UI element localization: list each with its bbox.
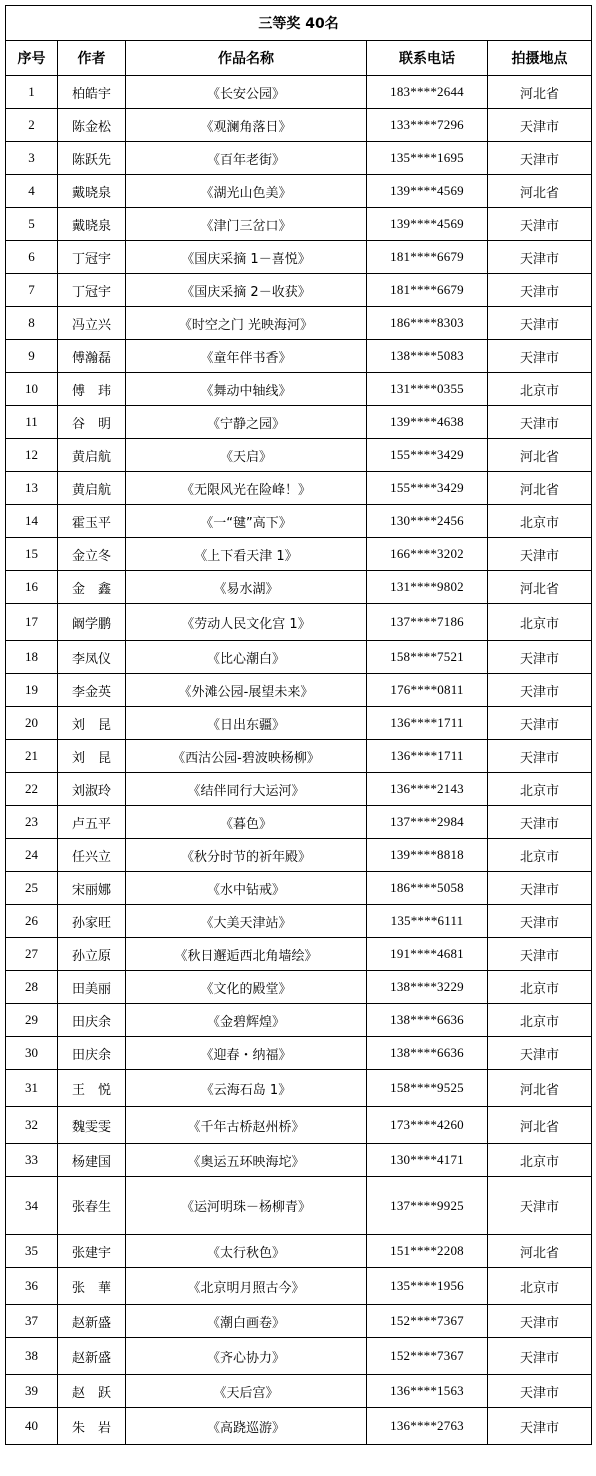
row-number: 7 [6, 274, 58, 307]
author-name: 戴晓泉 [58, 208, 126, 241]
shooting-location: 天津市 [488, 674, 592, 707]
shooting-location: 天津市 [488, 1338, 592, 1375]
phone-number: 155****3429 [367, 472, 488, 505]
author-name: 陈金松 [58, 109, 126, 142]
phone-number: 186****5058 [367, 872, 488, 905]
work-title: 《大美天津站》 [126, 905, 367, 938]
row-number: 34 [6, 1177, 58, 1235]
table-row [6, 971, 592, 1004]
shooting-location: 天津市 [488, 707, 592, 740]
row-number: 23 [6, 806, 58, 839]
table-row [6, 641, 592, 674]
table-row [6, 1177, 592, 1235]
phone-number: 130****2456 [367, 505, 488, 538]
row-number: 19 [6, 674, 58, 707]
row-number: 15 [6, 538, 58, 571]
work-title: 《日出东疆》 [126, 707, 367, 740]
table-row [6, 505, 592, 538]
author-name: 张建宇 [58, 1235, 126, 1268]
author-name: 赵 跃 [58, 1375, 126, 1408]
phone-number: 181****6679 [367, 274, 488, 307]
phone-number: 131****0355 [367, 373, 488, 406]
table-row [6, 839, 592, 872]
phone-number: 136****2763 [367, 1408, 488, 1445]
author-name: 柏皓宇 [58, 76, 126, 109]
row-number: 32 [6, 1107, 58, 1144]
work-title: 《迎春・纳福》 [126, 1037, 367, 1070]
header-row [6, 41, 592, 76]
header-no: 序号 [6, 41, 58, 76]
row-number: 38 [6, 1338, 58, 1375]
phone-number: 139****4638 [367, 406, 488, 439]
table-row [6, 1235, 592, 1268]
shooting-location: 天津市 [488, 872, 592, 905]
author-name: 王 悦 [58, 1070, 126, 1107]
table-row [6, 142, 592, 175]
phone-number: 136****2143 [367, 773, 488, 806]
row-number: 6 [6, 241, 58, 274]
shooting-location: 天津市 [488, 406, 592, 439]
shooting-location: 河北省 [488, 1107, 592, 1144]
table-body [6, 76, 592, 1445]
row-number: 31 [6, 1070, 58, 1107]
author-name: 霍玉平 [58, 505, 126, 538]
row-number: 39 [6, 1375, 58, 1408]
shooting-location: 河北省 [488, 439, 592, 472]
header-place: 拍摄地点 [488, 41, 592, 76]
shooting-location: 北京市 [488, 373, 592, 406]
table-row [6, 307, 592, 340]
row-number: 29 [6, 1004, 58, 1037]
shooting-location: 天津市 [488, 340, 592, 373]
phone-number: 173****4260 [367, 1107, 488, 1144]
work-title: 《天后宫》 [126, 1375, 367, 1408]
phone-number: 191****4681 [367, 938, 488, 971]
work-title: 《观澜角落日》 [126, 109, 367, 142]
work-title: 《潮白画卷》 [126, 1305, 367, 1338]
row-number: 40 [6, 1408, 58, 1445]
phone-number: 135****1695 [367, 142, 488, 175]
row-number: 27 [6, 938, 58, 971]
author-name: 朱 岩 [58, 1408, 126, 1445]
table-row [6, 241, 592, 274]
table-row [6, 1144, 592, 1177]
shooting-location: 河北省 [488, 472, 592, 505]
shooting-location: 天津市 [488, 1305, 592, 1338]
phone-number: 133****7296 [367, 109, 488, 142]
row-number: 3 [6, 142, 58, 175]
phone-number: 138****5083 [367, 340, 488, 373]
shooting-location: 天津市 [488, 274, 592, 307]
shooting-location: 天津市 [488, 241, 592, 274]
author-name: 戴晓泉 [58, 175, 126, 208]
author-name: 金 鑫 [58, 571, 126, 604]
phone-number: 137****2984 [367, 806, 488, 839]
shooting-location: 天津市 [488, 208, 592, 241]
phone-number: 138****6636 [367, 1037, 488, 1070]
row-number: 33 [6, 1144, 58, 1177]
author-name: 刘 昆 [58, 740, 126, 773]
shooting-location: 天津市 [488, 806, 592, 839]
row-number: 22 [6, 773, 58, 806]
phone-number: 130****4171 [367, 1144, 488, 1177]
shooting-location: 河北省 [488, 571, 592, 604]
work-title: 《齐心协力》 [126, 1338, 367, 1375]
row-number: 18 [6, 641, 58, 674]
header-author: 作者 [58, 41, 126, 76]
row-number: 11 [6, 406, 58, 439]
author-name: 宋丽娜 [58, 872, 126, 905]
shooting-location: 河北省 [488, 1235, 592, 1268]
work-title: 《时空之门 光映海河》 [126, 307, 367, 340]
author-name: 刘 昆 [58, 707, 126, 740]
shooting-location: 天津市 [488, 740, 592, 773]
table-row [6, 872, 592, 905]
table-row [6, 1268, 592, 1305]
table-row [6, 1107, 592, 1144]
shooting-location: 天津市 [488, 307, 592, 340]
phone-number: 181****6679 [367, 241, 488, 274]
shooting-location: 天津市 [488, 1177, 592, 1235]
phone-number: 158****7521 [367, 641, 488, 674]
shooting-location: 天津市 [488, 1408, 592, 1445]
table-row [6, 707, 592, 740]
work-title: 《太行秋色》 [126, 1235, 367, 1268]
table-row [6, 1070, 592, 1107]
phone-number: 158****9525 [367, 1070, 488, 1107]
row-number: 24 [6, 839, 58, 872]
row-number: 4 [6, 175, 58, 208]
author-name: 冯立兴 [58, 307, 126, 340]
author-name: 李凤仪 [58, 641, 126, 674]
work-title: 《比心潮白》 [126, 641, 367, 674]
table-row [6, 1305, 592, 1338]
work-title: 《云海石岛 1》 [126, 1070, 367, 1107]
work-title: 《千年古桥赵州桥》 [126, 1107, 367, 1144]
work-title: 《秋日邂逅西北角墙绘》 [126, 938, 367, 971]
phone-number: 136****1563 [367, 1375, 488, 1408]
row-number: 37 [6, 1305, 58, 1338]
table-row [6, 340, 592, 373]
table-row [6, 208, 592, 241]
work-title: 《金碧辉煌》 [126, 1004, 367, 1037]
author-name: 孙立原 [58, 938, 126, 971]
work-title: 《国庆采摘 2－收获》 [126, 274, 367, 307]
table-row [6, 674, 592, 707]
work-title: 《高跷巡游》 [126, 1408, 367, 1445]
row-number: 10 [6, 373, 58, 406]
shooting-location: 河北省 [488, 175, 592, 208]
work-title: 《舞动中轴线》 [126, 373, 367, 406]
work-title: 《水中钻戒》 [126, 872, 367, 905]
work-title: 《西沽公园-碧波映杨柳》 [126, 740, 367, 773]
phone-number: 166****3202 [367, 538, 488, 571]
author-name: 黄启航 [58, 439, 126, 472]
table-row [6, 175, 592, 208]
shooting-location: 天津市 [488, 538, 592, 571]
row-number: 16 [6, 571, 58, 604]
phone-number: 139****4569 [367, 208, 488, 241]
row-number: 2 [6, 109, 58, 142]
table-row [6, 740, 592, 773]
table-row [6, 1338, 592, 1375]
author-name: 刘淑玲 [58, 773, 126, 806]
table-row [6, 1037, 592, 1070]
phone-number: 136****1711 [367, 740, 488, 773]
shooting-location: 北京市 [488, 971, 592, 1004]
row-number: 14 [6, 505, 58, 538]
row-number: 28 [6, 971, 58, 1004]
work-title: 《运河明珠－杨柳青》 [126, 1177, 367, 1235]
row-number: 5 [6, 208, 58, 241]
phone-number: 183****2644 [367, 76, 488, 109]
author-name: 傅瀚磊 [58, 340, 126, 373]
row-number: 8 [6, 307, 58, 340]
author-name: 赵新盛 [58, 1338, 126, 1375]
table-row [6, 938, 592, 971]
shooting-location: 北京市 [488, 1268, 592, 1305]
phone-number: 136****1711 [367, 707, 488, 740]
author-name: 任兴立 [58, 839, 126, 872]
author-name: 金立冬 [58, 538, 126, 571]
row-number: 35 [6, 1235, 58, 1268]
author-name: 阚学鹏 [58, 604, 126, 641]
author-name: 魏雯雯 [58, 1107, 126, 1144]
work-title: 《无限风光在险峰！》 [126, 472, 367, 505]
author-name: 张 華 [58, 1268, 126, 1305]
shooting-location: 天津市 [488, 938, 592, 971]
shooting-location: 北京市 [488, 839, 592, 872]
table-row [6, 274, 592, 307]
table-row [6, 1408, 592, 1445]
work-title: 《国庆采摘 1－喜悦》 [126, 241, 367, 274]
table-title: 三等奖 40名 [6, 6, 592, 41]
shooting-location: 天津市 [488, 1375, 592, 1408]
phone-number: 138****6636 [367, 1004, 488, 1037]
author-name: 黄启航 [58, 472, 126, 505]
phone-number: 176****0811 [367, 674, 488, 707]
shooting-location: 天津市 [488, 109, 592, 142]
author-name: 张春生 [58, 1177, 126, 1235]
phone-number: 152****7367 [367, 1338, 488, 1375]
author-name: 田美丽 [58, 971, 126, 1004]
row-number: 21 [6, 740, 58, 773]
author-name: 杨建国 [58, 1144, 126, 1177]
table-row [6, 773, 592, 806]
author-name: 赵新盛 [58, 1305, 126, 1338]
table-row [6, 109, 592, 142]
row-number: 25 [6, 872, 58, 905]
phone-number: 155****3429 [367, 439, 488, 472]
header-work: 作品名称 [126, 41, 367, 76]
table-row [6, 373, 592, 406]
work-title: 《一“毽”高下》 [126, 505, 367, 538]
work-title: 《奥运五环映海坨》 [126, 1144, 367, 1177]
author-name: 丁冠宇 [58, 241, 126, 274]
work-title: 《结伴同行大运河》 [126, 773, 367, 806]
author-name: 陈跃先 [58, 142, 126, 175]
row-number: 36 [6, 1268, 58, 1305]
work-title: 《百年老街》 [126, 142, 367, 175]
shooting-location: 天津市 [488, 142, 592, 175]
author-name: 李金英 [58, 674, 126, 707]
author-name: 丁冠宇 [58, 274, 126, 307]
phone-number: 151****2208 [367, 1235, 488, 1268]
table-row [6, 806, 592, 839]
phone-number: 135****6111 [367, 905, 488, 938]
work-title: 《易水湖》 [126, 571, 367, 604]
row-number: 13 [6, 472, 58, 505]
author-name: 卢五平 [58, 806, 126, 839]
shooting-location: 北京市 [488, 1144, 592, 1177]
work-title: 《外滩公园-展望未来》 [126, 674, 367, 707]
table-row [6, 76, 592, 109]
table-row [6, 1004, 592, 1037]
phone-number: 186****8303 [367, 307, 488, 340]
phone-number: 137****7186 [367, 604, 488, 641]
work-title: 《天启》 [126, 439, 367, 472]
author-name: 田庆余 [58, 1037, 126, 1070]
table-row [6, 439, 592, 472]
row-number: 9 [6, 340, 58, 373]
work-title: 《北京明月照古今》 [126, 1268, 367, 1305]
work-title: 《宁静之园》 [126, 406, 367, 439]
work-title: 《秋分时节的祈年殿》 [126, 839, 367, 872]
shooting-location: 北京市 [488, 505, 592, 538]
phone-number: 139****4569 [367, 175, 488, 208]
work-title: 《长安公园》 [126, 76, 367, 109]
phone-number: 131****9802 [367, 571, 488, 604]
row-number: 30 [6, 1037, 58, 1070]
work-title: 《津门三岔口》 [126, 208, 367, 241]
work-title: 《上下看天津 1》 [126, 538, 367, 571]
work-title: 《暮色》 [126, 806, 367, 839]
row-number: 1 [6, 76, 58, 109]
work-title: 《文化的殿堂》 [126, 971, 367, 1004]
shooting-location: 北京市 [488, 604, 592, 641]
work-title: 《童年伴书香》 [126, 340, 367, 373]
author-name: 谷 明 [58, 406, 126, 439]
row-number: 26 [6, 905, 58, 938]
table-row [6, 571, 592, 604]
work-title: 《劳动人民文化宫 1》 [126, 604, 367, 641]
shooting-location: 河北省 [488, 76, 592, 109]
author-name: 傅 玮 [58, 373, 126, 406]
table-row [6, 538, 592, 571]
table-row [6, 604, 592, 641]
phone-number: 137****9925 [367, 1177, 488, 1235]
row-number: 12 [6, 439, 58, 472]
shooting-location: 河北省 [488, 1070, 592, 1107]
table-row [6, 472, 592, 505]
work-title: 《湖光山色美》 [126, 175, 367, 208]
shooting-location: 天津市 [488, 641, 592, 674]
table-row [6, 406, 592, 439]
shooting-location: 北京市 [488, 1004, 592, 1037]
author-name: 孙家旺 [58, 905, 126, 938]
shooting-location: 天津市 [488, 1037, 592, 1070]
award-table [5, 5, 592, 1445]
table-row [6, 905, 592, 938]
shooting-location: 天津市 [488, 905, 592, 938]
author-name: 田庆余 [58, 1004, 126, 1037]
header-phone: 联系电话 [367, 41, 488, 76]
phone-number: 152****7367 [367, 1305, 488, 1338]
row-number: 20 [6, 707, 58, 740]
row-number: 17 [6, 604, 58, 641]
table-row [6, 1375, 592, 1408]
shooting-location: 北京市 [488, 773, 592, 806]
phone-number: 135****1956 [367, 1268, 488, 1305]
phone-number: 138****3229 [367, 971, 488, 1004]
phone-number: 139****8818 [367, 839, 488, 872]
